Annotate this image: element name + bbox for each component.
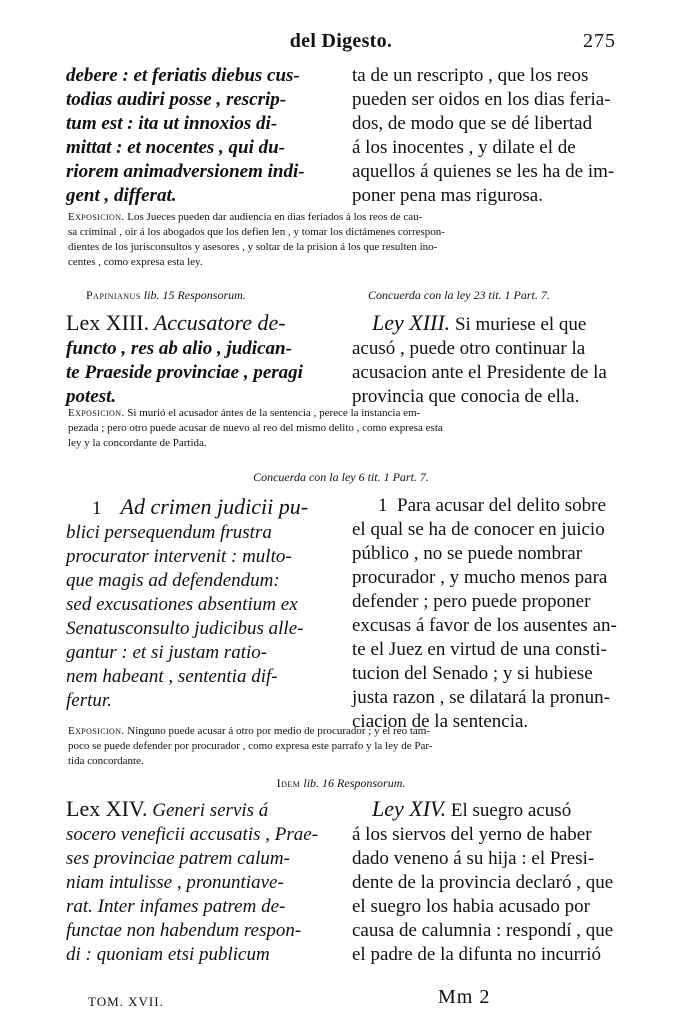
- exposition-line: poco se puede defender por procurador , como expresa este parrafo y la ley de Par-: [68, 740, 433, 752]
- exposition-line: centes , como expresa esta ley.: [68, 256, 203, 268]
- spanish-line: acusacion ante el Presidente de la: [352, 362, 607, 383]
- latin-line: potest.: [66, 386, 117, 407]
- latin-text-block-4: [66, 796, 336, 967]
- spanish-line: poner pena mas rigurosa.: [352, 185, 543, 206]
- latin-line: niam intulisse , pronuntiave-: [66, 872, 284, 893]
- exposition-line: dientes de los jurisconsultos y asesores , y soltar de la prision á los que resulten ino-: [68, 241, 438, 253]
- signature-mark: Mm 2: [438, 986, 491, 1008]
- exposition-line: tida concordante.: [68, 755, 144, 767]
- latin-line: tum est : ita ut innoxios di-: [66, 113, 278, 134]
- spanish-line: aquellos á quienes se les ha de im-: [352, 161, 615, 182]
- latin-line: di : quoniam etsi publicum: [66, 944, 270, 965]
- ley-heading: Ley XIV.: [372, 796, 447, 821]
- spanish-line: el padre de la difunta no incurrió: [352, 944, 602, 965]
- exposition-line: Los Jueces pueden dar audiencia en dias feriados á los reos de cau-: [127, 211, 423, 223]
- exposition-label: Exposicion.: [68, 211, 125, 223]
- spanish-line: procurador , y mucho menos para: [352, 567, 608, 588]
- latin-line: socero veneficii accusatis , Prae-: [66, 824, 319, 845]
- spanish-line: excusas á favor de los ausentes an-: [352, 615, 617, 636]
- spanish-line: Si muriese el que: [454, 314, 587, 335]
- source-author: Papinianus: [86, 288, 141, 302]
- exposition-label: Exposicion.: [68, 407, 125, 419]
- exposition-line: pezada ; pero otro puede acusar de nuevo al reo del mismo delito , como expresa esta: [68, 422, 443, 434]
- exposition-line: Si murió el acusador ántes de la sentencia , perece la instancia em-: [127, 407, 421, 419]
- latin-line: riorem animadversionem indi-: [66, 161, 305, 182]
- latin-line: Ad crimen judicii pu-: [120, 494, 309, 519]
- latin-text-block-3: [66, 494, 336, 713]
- spanish-text-block-2: [352, 310, 620, 409]
- spanish-text-block-4: [352, 796, 620, 967]
- latin-text-block-1: [66, 64, 336, 208]
- exposition-line: ley y la concordante de Partida.: [68, 437, 207, 449]
- exposition-2: [68, 406, 620, 451]
- latin-line: sed excusationes absentium ex: [66, 594, 298, 615]
- paragraph-number: 1: [92, 498, 102, 519]
- spanish-line: pueden ser oidos en los dias feria-: [352, 89, 611, 110]
- spanish-line: el qual se ha de conocer en juicio: [352, 519, 605, 540]
- latin-line: gent , differat.: [66, 185, 177, 206]
- lex-heading: Lex XIII.: [66, 310, 150, 335]
- latin-line: Senatusconsulto judicibus alle-: [66, 618, 304, 639]
- source-work: lib. 16 Responsorum.: [303, 776, 406, 790]
- lex-heading: Lex XIV.: [66, 796, 148, 821]
- latin-line: Accusatore de-: [153, 310, 286, 335]
- page-number: 275: [583, 30, 616, 52]
- spanish-line: dente de la provincia declaró , que: [352, 872, 614, 893]
- spanish-line: defender ; pero puede proponer: [352, 591, 591, 612]
- spanish-line: público , no se puede nombrar: [352, 543, 583, 564]
- spanish-line: ciacion de la sentencia.: [352, 711, 529, 732]
- exposition-1: [68, 210, 620, 270]
- paragraph-number: 1: [378, 495, 388, 516]
- spanish-line: provincia que conocia de ella.: [352, 386, 580, 407]
- latin-line: ses provinciae patrem calum-: [66, 848, 290, 869]
- latin-line: todias audiri posse , rescrip-: [66, 89, 287, 110]
- source-work: lib. 15 Responsorum.: [143, 288, 246, 302]
- spanish-line: El suegro acusó: [450, 800, 572, 821]
- running-title: del Digesto.: [289, 30, 393, 52]
- latin-line: mittat : et nocentes , qui du-: [66, 137, 286, 158]
- spanish-line: dado veneno á su hija : el Presi-: [352, 848, 595, 869]
- latin-line: gantur : et si justam ratio-: [66, 642, 268, 663]
- spanish-line: acusó , puede otro continuar la: [352, 338, 586, 359]
- exposition-line: Ninguno puede acusar á otro por medio de procurador ; y el reo tam-: [127, 725, 430, 737]
- spanish-line: ta de un rescripto , que los reos: [352, 65, 589, 86]
- spanish-line: justa razon , se dilatará la pronun-: [352, 687, 610, 708]
- latin-line: blici persequendum frustra: [66, 522, 272, 543]
- latin-line: functae non habendum respon-: [66, 920, 302, 941]
- latin-line: Generi servis á: [152, 800, 269, 821]
- latin-text-block-2: [66, 310, 336, 409]
- latin-line: te Praeside provinciae , peragi: [66, 362, 303, 383]
- volume-footer: TOM. XVII.: [88, 994, 164, 1009]
- concordance-reference-1: Concuerda con la ley 23 tit. 1 Part. 7.: [368, 288, 550, 302]
- exposition-label: Exposicion.: [68, 725, 125, 737]
- latin-line: fertur.: [66, 690, 112, 711]
- spanish-line: dos, de modo que se dé libertad: [352, 113, 593, 134]
- source-reference-3: [0, 776, 682, 791]
- spanish-line: te el Juez en virtud de una consti-: [352, 639, 607, 660]
- spanish-line: á los inocentes , y dilate el de: [352, 137, 576, 158]
- latin-line: nem habeant , sententia dif-: [66, 666, 278, 687]
- exposition-line: sa criminal , oir á los abogados que los defien len , y tomar los dictámenes correspon-: [68, 226, 445, 238]
- latin-line: que magis ad defendendum:: [66, 570, 280, 591]
- spanish-text-block-3: [352, 494, 620, 734]
- spanish-line: Para acusar del delito sobre: [397, 495, 606, 516]
- spanish-text-block-1: [352, 64, 620, 208]
- latin-line: functo , res ab alio , judican-: [66, 338, 292, 359]
- latin-line: debere : et feriatis diebus cus-: [66, 65, 300, 86]
- concordance-reference-2: Concuerda con la ley 6 tit. 1 Part. 7.: [253, 470, 429, 484]
- spanish-line: á los siervos del yerno de haber: [352, 824, 592, 845]
- source-author: Idem: [276, 776, 301, 790]
- latin-line: procurator intervenit : multo-: [66, 546, 292, 567]
- spanish-line: el suegro los habia acusado por: [352, 896, 590, 917]
- exposition-3: [68, 724, 620, 769]
- spanish-line: tucion del Senado ; y si hubiese: [352, 663, 593, 684]
- latin-line: rat. Inter infames patrem de-: [66, 896, 286, 917]
- spanish-line: causa de calumnia : respondí , que: [352, 920, 614, 941]
- source-reference-1: [86, 288, 246, 303]
- ley-heading: Ley XIII.: [372, 310, 451, 335]
